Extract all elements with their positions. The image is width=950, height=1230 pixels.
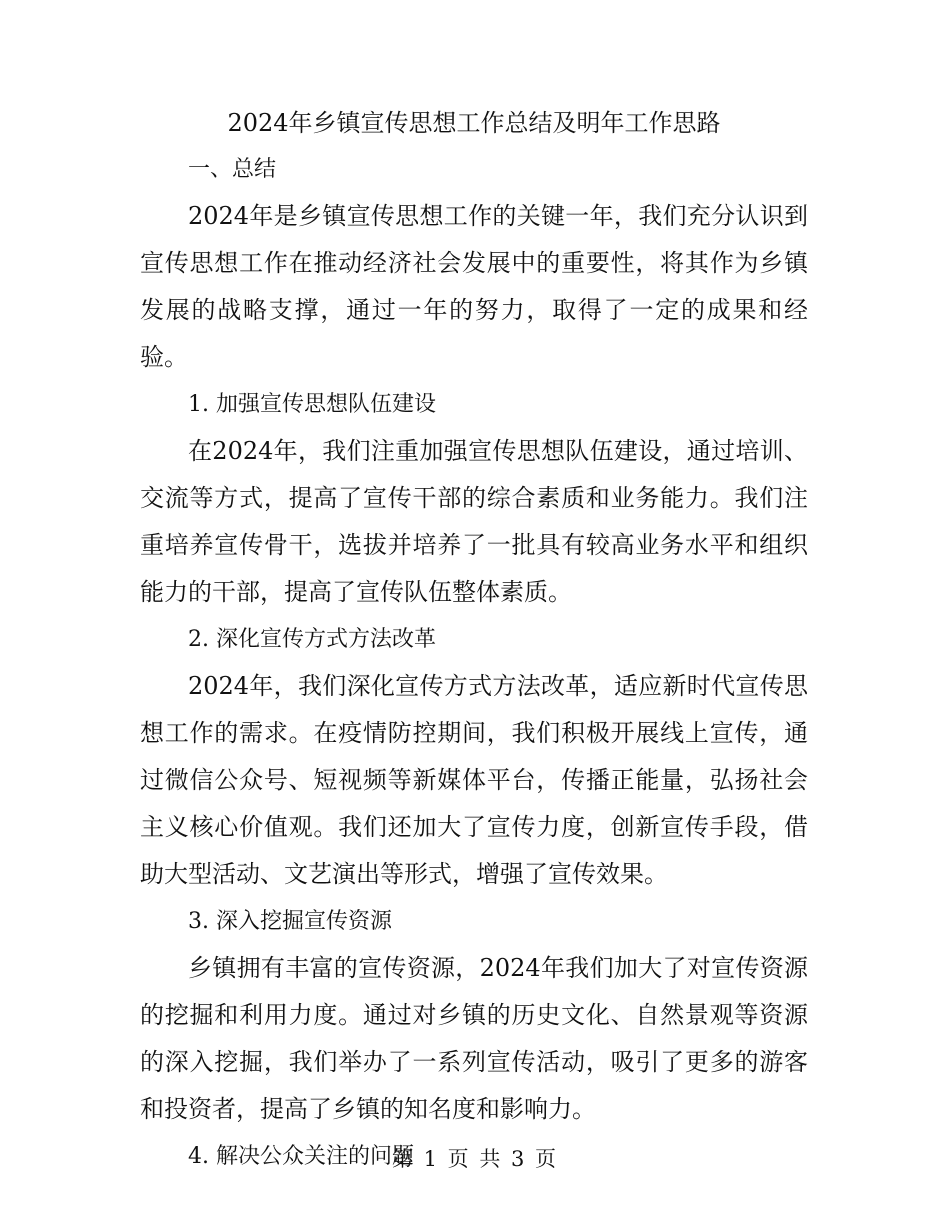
item-2-heading: 2. 深化宣传方式方法改革 — [188, 627, 436, 652]
item-1-paragraph: 在2024年，我们注重加强宣传思想队伍建设，通过培训、交流等方式，提高了宣传干部的综合素质和业务能力。我们注重培养宣传骨干，选拔并培养了一批具有较高业务水平和组织能力的干部，提高了宣传队伍整体素质。 — [140, 437, 808, 606]
item-4-heading: 4. 解决公众关注的问题 — [188, 1144, 414, 1169]
item-3-paragraph: 乡镇拥有丰富的宣传资源，2024年我们加大了对宣传资源的挖掘和利用力度。通过对乡镇的历史文化、自然景观等资源的深入挖掘，我们举办了一系列宣传活动，吸引了更多的游客和投资者，提高了乡镇的知名度和影响力。 — [140, 954, 808, 1123]
item-1-heading: 1. 加强宣传思想队伍建设 — [188, 392, 436, 417]
page-number-footer: 第 1 页 共 3 页 — [391, 1147, 559, 1171]
intro-paragraph: 2024年是乡镇宣传思想工作的关键一年，我们充分认识到宣传思想工作在推动经济社会发展中的重要性，将其作为乡镇发展的战略支撑，通过一年的努力，取得了一定的成果和经验。 — [140, 202, 808, 371]
item-3-heading: 3. 深入挖掘宣传资源 — [188, 909, 392, 934]
item-2-paragraph: 2024年，我们深化宣传方式方法改革，适应新时代宣传思想工作的需求。在疫情防控期间，我们积极开展线上宣传，通过微信公众号、短视频等新媒体平台，传播正能量，弘扬社会主义核心价值观。我们还加大了宣传力度，创新宣传手段，借助大型活动、文艺演出等形式，增强了宣传效果。 — [140, 672, 808, 888]
section-heading: 一、总结 — [188, 157, 277, 182]
document-title: 2024年乡镇宣传思想工作总结及明年工作思路 — [227, 109, 721, 137]
document-body — [140, 100, 808, 1180]
